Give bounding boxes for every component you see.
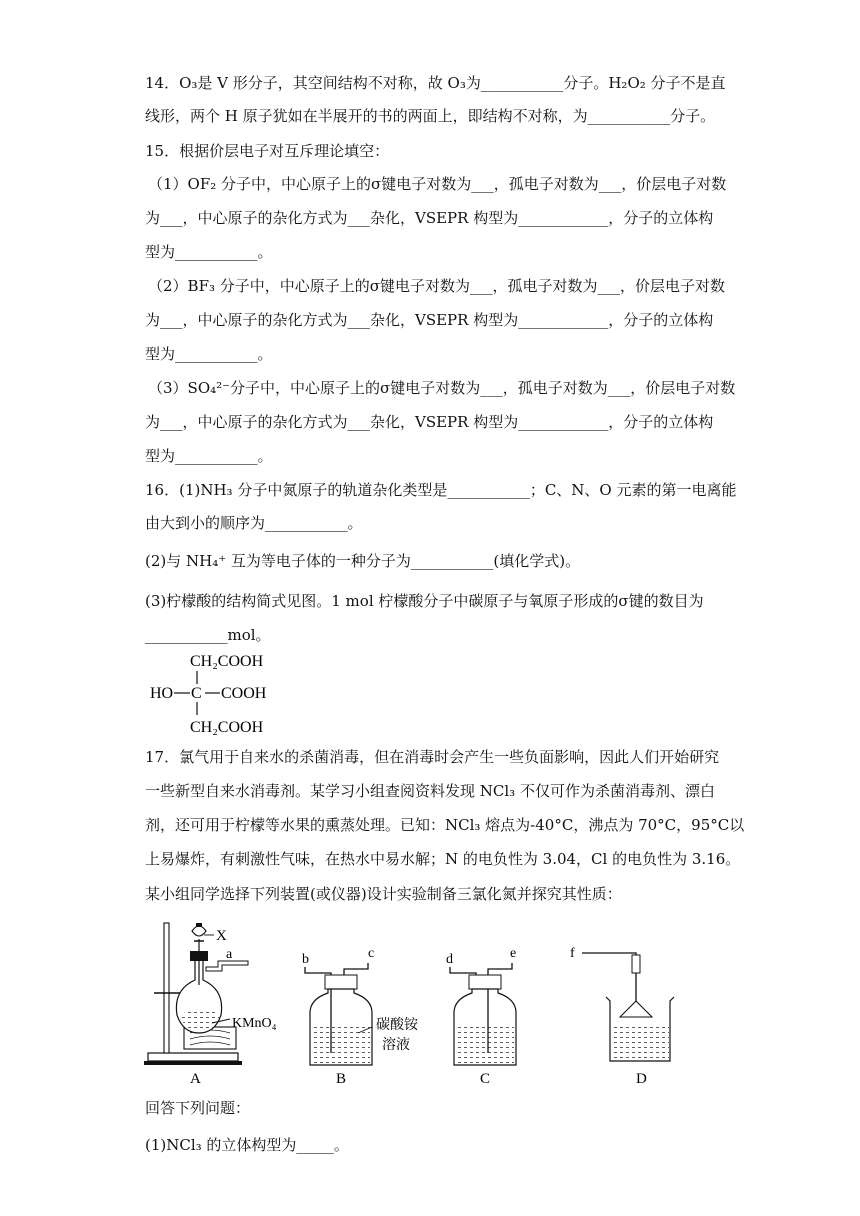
q16-part1-line-1: 16．(1)NH₃ 分子中氮原子的轨道杂化类型是___________；C、N、O 元素的第一电离能 xyxy=(145,481,737,499)
structure-top-group: CH₂COOH xyxy=(190,653,264,670)
apparatus-b xyxy=(302,946,419,1087)
structure-bottom-group: CH₂COOH xyxy=(190,719,264,736)
structure-right-group: COOH xyxy=(221,685,267,702)
q16-part3-line-2: ___________mol。 xyxy=(145,626,271,644)
inverted-funnel xyxy=(620,1001,652,1017)
q16-part1-line-2: 由大到小的顺序为___________。 xyxy=(145,514,363,532)
apparatus-a xyxy=(144,923,277,1087)
bottle-b-cap xyxy=(325,975,357,989)
caption-b: B xyxy=(336,1071,347,1087)
outlet-label: a xyxy=(226,947,233,962)
structure-left-group: HO xyxy=(150,685,174,702)
port-label-b: b xyxy=(302,952,309,967)
q14-line-1: 14．O₃是 V 形分子，其空间结构不对称，故 O₃为___________分子。H₂O₂ 分子不是直 xyxy=(145,74,726,92)
port-label-c: c xyxy=(368,946,375,961)
port-label-d: d xyxy=(446,952,453,967)
stand-rod xyxy=(164,923,169,1053)
q17-line: 某小组同学选择下列装置(或仪器)设计实验制备三氯化氮并探究其性质： xyxy=(145,885,622,903)
bottle-c-cap xyxy=(469,975,501,989)
citric-acid-structure xyxy=(145,650,285,740)
caption-c: C xyxy=(480,1071,491,1087)
apparatus-figure xyxy=(140,915,700,1090)
q16-part3-line-1: (3)柠檬酸的结构简式见图。1 mol 柠檬酸分子中碳原子与氧原子形成的σ键的数目为 xyxy=(145,592,704,610)
beaker-tube xyxy=(582,953,636,1003)
structure-center-atom: C xyxy=(191,685,202,702)
reagent-label: KMnO₄ xyxy=(232,1016,277,1031)
answer-heading: 回答下列问题： xyxy=(145,1099,251,1117)
q15-stem: 15．根据价层电子对互斥理论填空： xyxy=(145,142,390,160)
q15-part1-line: 型为___________。 xyxy=(145,243,273,261)
solution-label-line-2: 溶液 xyxy=(382,1038,410,1053)
caption-d: D xyxy=(636,1071,647,1087)
q15-part2-line: 型为___________。 xyxy=(145,345,273,363)
q14-line-2: 线形，两个 H 原子犹如在半展开的书的两面上，即结构不对称，为___________分子。 xyxy=(145,107,716,125)
answer-q1: (1)NCl₃ 的立体构型为_____。 xyxy=(145,1136,349,1154)
q15-part2-line: 为___，中心原子的杂化方式为___杂化，VSEPR 构型为____________，分子的立体构 xyxy=(145,311,714,329)
q16-part2: (2)与 NH₄⁺ 互为等电子体的一种分子为___________(填化学式)。 xyxy=(145,552,581,570)
q17-line: 17．氯气用于自来水的杀菌消毒，但在消毒时会产生一些负面影响，因此人们开始研究 xyxy=(145,748,720,766)
apparatus-c xyxy=(446,946,516,1087)
apparatus-d xyxy=(570,946,674,1087)
stand-base-foot xyxy=(144,1061,242,1065)
caption-a: A xyxy=(190,1071,201,1087)
q17-line: 剂，还可用于柠檬等水果的熏蒸处理。已知：NCl₃ 熔点为-40°C，沸点为 70°C，95°C以 xyxy=(145,816,745,834)
q15-part3-line: 为___，中心原子的杂化方式为___杂化，VSEPR 构型为____________，分子的立体构 xyxy=(145,413,714,431)
beaker-liquid xyxy=(611,1025,669,1061)
stand-base xyxy=(148,1053,238,1061)
dropping-funnel xyxy=(192,926,206,936)
port-label-f: f xyxy=(570,946,575,961)
bottle-c-liquid xyxy=(456,1025,514,1063)
funnel-label: X xyxy=(216,928,227,944)
port-label-e: e xyxy=(510,946,517,961)
q15-part3-line: （3）SO₄²⁻分子中，中心原子上的σ键电子对数为___，孤电子对数为___，价层电子对数 xyxy=(148,379,736,397)
q15-part2-line: （2）BF₃ 分子中，中心原子上的σ键电子对数为___，孤电子对数为___，价层电子对数 xyxy=(148,277,725,295)
q17-line: 上易爆炸，有刺激性气味，在热水中易水解；N 的电负性为 3.04，Cl 的电负性为 3.16。 xyxy=(145,850,741,868)
tube-connector xyxy=(632,955,640,973)
side-arm-tube xyxy=(206,961,248,971)
q15-part3-line: 型为___________。 xyxy=(145,447,273,465)
q17-line: 一些新型自来水消毒剂。某学习小组查阅资料发现 NCl₃ 不仅可作为杀菌消毒剂、漂白 xyxy=(145,782,715,800)
q15-part1-line: 为___，中心原子的杂化方式为___杂化，VSEPR 构型为____________，分子的立体构 xyxy=(145,209,714,227)
solution-label-line-1: 碳酸铵 xyxy=(376,1018,418,1033)
funnel-cap xyxy=(196,923,202,927)
q15-part1-line: （1）OF₂ 分子中，中心原子上的σ键电子对数为___，孤电子对数为___，价层电子对数 xyxy=(148,175,727,193)
bottle-b-liquid xyxy=(312,1025,370,1063)
